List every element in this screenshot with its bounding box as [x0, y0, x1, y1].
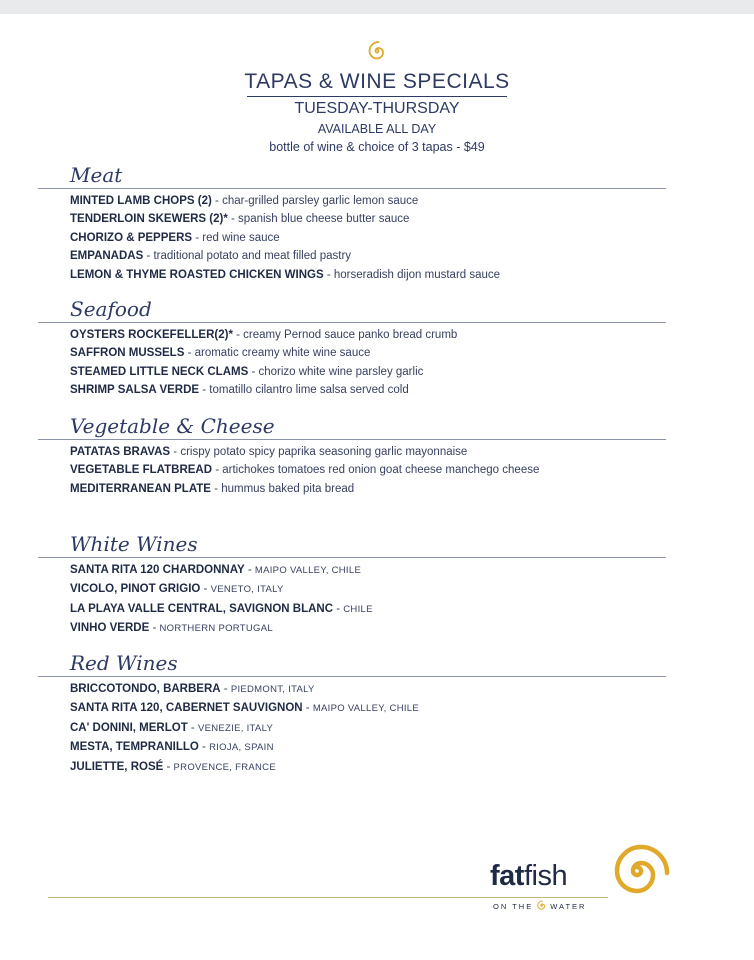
wine-region: VENEZIE, ITALY: [197, 722, 274, 734]
top-bar: [0, 0, 754, 14]
wine-item: [70, 680, 666, 699]
spiral-logo-icon: [366, 40, 388, 62]
dash: -: [333, 602, 344, 615]
item-description: - horseradish dijon mustard sauce: [323, 268, 501, 281]
dash: -: [163, 760, 174, 773]
page-subtitle: TUESDAY-THURSDAY: [294, 100, 460, 117]
availability-text: AVAILABLE ALL DAY: [317, 122, 437, 136]
section-divider: [38, 557, 666, 558]
menu-item: [70, 192, 666, 210]
spiral-logo-icon: [536, 900, 547, 911]
wine-item: [70, 738, 666, 757]
tagline-left: ON THE: [493, 902, 534, 911]
menu-item: [70, 443, 666, 461]
item-description: - artichokes tomatoes red onion goat cheese manchego cheese: [212, 464, 540, 477]
item-description: - crispy potato spicy paprika seasoning garlic mayonnaise: [170, 446, 468, 458]
vegetable-items: [70, 443, 666, 498]
section-title-vegetable: Vegetable & Cheese: [70, 414, 275, 438]
item-description: - traditional potato and meat filled pastry: [143, 250, 352, 263]
brand-tagline: [493, 900, 586, 911]
seafood-items: [70, 326, 666, 400]
menu-item: [70, 381, 666, 399]
item-name: EMPANADAS: [70, 250, 144, 263]
dash: -: [198, 741, 210, 754]
item-description: - char-grilled parsley garlic lemon sauce: [211, 195, 419, 207]
item-description: - aromatic creamy white wine sauce: [184, 347, 371, 360]
wine-name: VINHO VERDE: [70, 622, 150, 635]
item-description: - red wine sauce: [192, 231, 280, 244]
dash: -: [187, 721, 198, 734]
item-description: - spanish blue cheese butter sauce: [227, 213, 410, 226]
menu-item: [70, 247, 666, 265]
item-name: STEAMED LITTLE NECK CLAMS: [70, 365, 249, 378]
section-title-seafood: Seafood: [70, 297, 152, 321]
menu-item: [70, 363, 666, 381]
wine-name: MESTA, TEMPRANILLO: [70, 741, 199, 754]
item-name: CHORIZO & PEPPERS: [70, 231, 193, 244]
item-name: PATATAS BRAVAS: [70, 446, 171, 458]
item-description: - creamy Pernod sauce panko bread crumb: [232, 329, 458, 341]
wine-name: JULIETTE, ROSÉ: [70, 760, 164, 773]
red-wine-items: [70, 680, 666, 777]
section-title-red-wines: Red Wines: [70, 651, 178, 675]
menu-item: [70, 326, 666, 344]
wine-region: PIEDMONT, ITALY: [230, 684, 315, 695]
wine-region: VENETO, ITALY: [210, 584, 284, 596]
wine-item: [70, 580, 666, 599]
spiral-logo-icon: [604, 838, 670, 904]
item-description: - chorizo white wine parsley garlic: [248, 365, 424, 378]
wine-item: [70, 600, 666, 619]
wine-name: SANTA RITA 120 CHARDONNAY: [70, 564, 245, 576]
wine-region: CHILE: [343, 603, 373, 615]
menu-item: [70, 210, 666, 228]
section-seafood: [70, 296, 666, 400]
section-title-white-wines: White Wines: [70, 532, 198, 556]
meat-items: [70, 192, 666, 284]
section-title-meat: Meat: [70, 163, 123, 187]
wine-region: PROVENCE, FRANCE: [173, 761, 276, 773]
footer-rule: [48, 897, 608, 898]
wine-name: BRICCOTONDO, BARBERA: [70, 683, 221, 695]
menu-item: [70, 461, 666, 479]
tagline-right: WATER: [550, 902, 587, 911]
item-name: VEGETABLE FLATBREAD: [70, 464, 213, 477]
section-divider: [38, 322, 666, 323]
title-underline: [247, 96, 507, 97]
section-divider: [38, 188, 666, 189]
item-description: - tomatillo cilantro lime salsa served cold: [199, 384, 409, 397]
wine-item: [70, 619, 666, 638]
dash: -: [244, 564, 255, 576]
brand-bold: fat: [490, 860, 524, 892]
section-divider: [38, 439, 666, 440]
wine-region: RIOJA, SPAIN: [209, 742, 274, 754]
menu-item: [70, 344, 666, 362]
item-name: TENDERLOIN SKEWERS (2)*: [70, 213, 228, 226]
wine-name: LA PLAYA VALLE CENTRAL, SAVIGNON BLANC: [70, 602, 334, 615]
dash: -: [200, 583, 211, 596]
item-name: OYSTERS ROCKEFELLER(2)*: [70, 329, 233, 341]
dash: -: [149, 622, 160, 635]
wine-region: MAIPO VALLEY, CHILE: [312, 703, 420, 715]
wine-region: MAIPO VALLEY, CHILE: [254, 565, 362, 576]
section-red-wines: [70, 650, 666, 777]
item-description: - hummus baked pita bread: [210, 482, 355, 495]
menu-item: [70, 480, 666, 498]
section-white-wines: [70, 531, 666, 639]
menu-item: [70, 229, 666, 247]
section-meat: [70, 162, 666, 284]
white-wine-items: [70, 561, 666, 639]
section-vegetable-cheese: [70, 413, 666, 498]
wine-region: NORTHERN PORTUGAL: [159, 623, 273, 635]
wine-item: [70, 561, 666, 580]
dash: -: [220, 683, 231, 695]
section-divider: [38, 676, 666, 677]
wine-name: SANTA RITA 120, CABERNET SAUVIGNON: [70, 702, 303, 715]
wine-name: CA' DONINI, MERLOT: [70, 721, 188, 734]
item-name: MINTED LAMB CHOPS (2): [70, 195, 212, 207]
item-name: SHRIMP SALSA VERDE: [70, 384, 200, 397]
wine-name: VICOLO, PINOT GRIGIO: [70, 583, 201, 596]
wine-item: [70, 758, 666, 777]
dash: -: [302, 702, 313, 715]
item-name: MEDITERRANEAN PLATE: [70, 482, 211, 495]
brand-logo-text: [490, 860, 567, 893]
page-title: TAPAS & WINE SPECIALS: [244, 70, 510, 93]
item-name: LEMON & THYME ROASTED CHICKEN WINGS: [70, 268, 324, 281]
menu-item: [70, 266, 666, 284]
deal-text: bottle of wine & choice of 3 tapas - $49: [269, 140, 485, 154]
wine-item: [70, 719, 666, 738]
item-name: SAFFRON MUSSELS: [70, 347, 185, 360]
wine-item: [70, 699, 666, 718]
brand-regular: fish: [523, 860, 568, 892]
